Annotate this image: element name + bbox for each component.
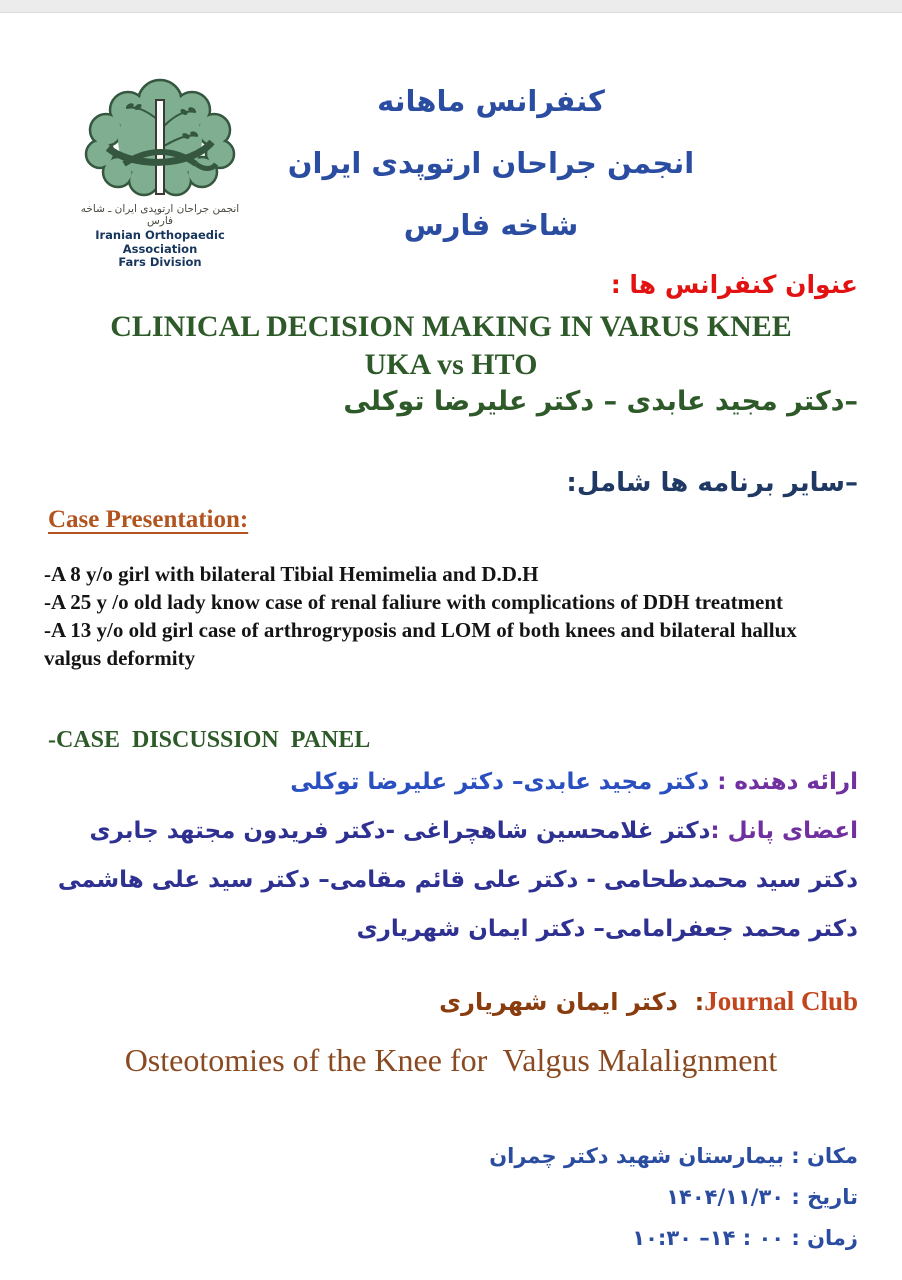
conference-title-line1: CLINICAL DECISION MAKING IN VARUS KNEE [110, 310, 792, 343]
journal-club-topic: Osteotomies of the Knee for Valgus Malalignment [124, 1042, 778, 1078]
event-location: مکان : بیمارستان شهید دکتر چمران [489, 1144, 858, 1168]
logo-caption-english-line2: Fars Division [118, 255, 202, 269]
panel-members-block [58, 758, 858, 954]
presenter-label: ارائه دهنده : [717, 769, 858, 795]
presenter-names: دکتر مجید عابدی– دکتر علیرضا توکلی [290, 769, 718, 795]
logo-caption-persian: انجمن جراحان ارتوپدی ایران ـ شاخه فارس [77, 203, 240, 227]
journal-club-line [439, 986, 858, 1017]
header-title-line2: انجمن جراحان ارتوپدی ایران [287, 146, 695, 180]
case-item: -A 8 y/o girl with bilateral Tibial Hemimelia and D.D.H [44, 562, 539, 586]
journal-club-presenter: : دکتر ایمان شهریاری [439, 988, 705, 1016]
panel-presenter-line [58, 758, 858, 807]
journal-club-label: Journal Club [704, 986, 858, 1016]
logo-caption-english [74, 229, 246, 270]
case-item: -A 25 y /o old lady know case of renal faliure with complications of DDH treatment [44, 590, 784, 614]
case-presentation-heading: Case Presentation: [48, 506, 249, 533]
event-time: زمان : ۰۰ : ۱۴– ۱۰:۳۰ [632, 1226, 858, 1250]
event-details-block [489, 1136, 858, 1259]
conference-titles-heading: عنوان کنفرانس ها : [610, 270, 858, 299]
header-title-line3: شاخه فارس [403, 208, 579, 242]
conference-title-line2: UKA vs HTO [364, 348, 538, 381]
association-logo [74, 76, 246, 270]
header-title-line1: کنفرانس ماهانه [377, 84, 605, 118]
case-discussion-panel-heading: -CASE DISCUSSION PANEL [48, 727, 371, 753]
conference-title [0, 308, 902, 384]
conference-presenters: –دکتر مجید عابدی – دکتر علیرضا توکلی [343, 386, 858, 417]
event-date: تاریخ : ۱۴۰۴/۱۱/۳۰ [666, 1185, 858, 1209]
top-edge-strip [0, 0, 902, 13]
panel-members-line2: دکتر سید محمدطحامی - دکتر علی قائم مقامی– دکتر سید علی هاشمی [57, 867, 858, 893]
panel-members-line3: دکتر محمد جعفرامامی– دکتر ایمان شهریاری [356, 916, 858, 942]
case-presentation-list [44, 560, 850, 672]
header-title-block [286, 70, 696, 256]
orthopaedic-tree-logo-icon [74, 76, 246, 198]
case-item: -A 13 y/o old girl case of arthrogryposis and LOM of both knees and bilateral hallux valgus deformity [44, 618, 802, 670]
panel-members-label: اعضای پانل : [710, 818, 858, 844]
logo-caption-english-line1: Iranian Orthopaedic Association [95, 228, 229, 256]
panel-members-names: دکتر غلامحسین شاهچراغی -دکتر فریدون مجتهد جابری [89, 818, 711, 844]
panel-members-line1 [58, 807, 858, 856]
other-programs-heading: –سایر برنامه ها شامل: [566, 468, 858, 498]
